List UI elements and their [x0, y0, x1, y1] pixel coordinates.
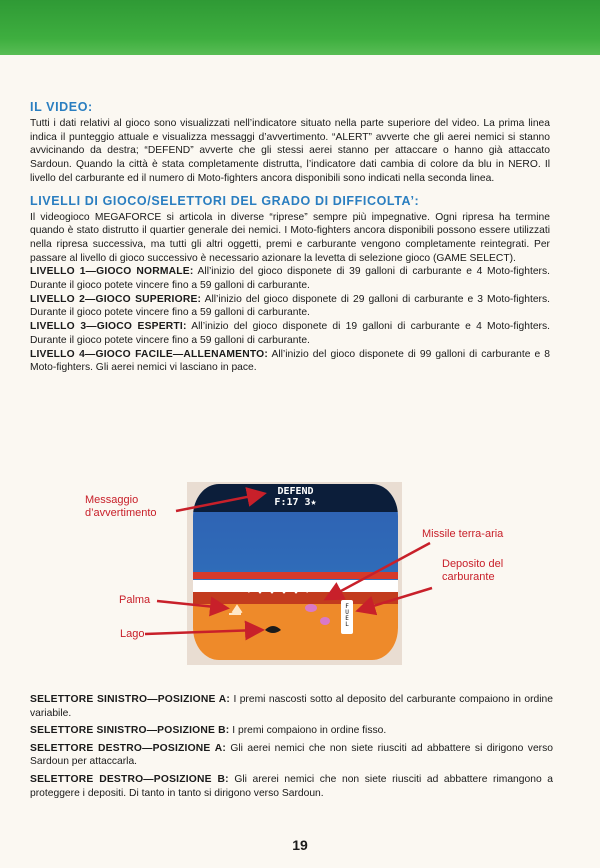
level-title: LIVELLO 2—GIOCO SUPERIORE:: [30, 293, 202, 305]
level-text: All’inizio del gioco disponete di 99 galloni di carburante e 8 Moto-fighters. Gli aerei nemici vi lasciano in pace.: [30, 348, 550, 374]
label-warning-message: Messaggio d’avvertimento: [85, 494, 157, 519]
arrow-warning: [176, 494, 262, 511]
page-number: 19: [292, 837, 308, 853]
selector-right-a: [30, 742, 553, 769]
level-text: All’inizio del gioco disponete di 39 galloni di carburante e 4 Moto-fighters. Durante il gioco potete vincere fino a 59 galloni di carburante.: [30, 266, 550, 292]
level-text: All’inizio del gioco disponete di 29 galloni di carburante e 3 Moto-fighters. Durante il gioco potete vincere fino a 59 galloni di carburante.: [30, 293, 550, 319]
label-palm: Palma: [119, 594, 151, 606]
levels-intro: Il videogioco MEGAFORCE si articola in diverse “riprese” sempre più impegnative. Ogni ripresa ha termine quando è stato distrutto il quartier generale dei nemici. I Moto-fighters ancora disponibili possono essere utilizzati nella ripresa successiva, ma tutti gli altri oggetti, premi e carburante vengono completamente reintegrati. Per passare al livello di gioco successivo è necessario azionare la levetta di selezione gioco (GAME SELECT).: [30, 211, 550, 264]
arrow-missile: [328, 543, 430, 598]
arrow-lake: [145, 630, 260, 634]
selector-left-b: [30, 724, 553, 738]
label-lake: Lago: [120, 628, 145, 640]
level-text: All’inizio del gioco disponete di 19 galloni di carburante e 4 Moto-fighters. Durante il gioco potete vincere fino a 59 galloni di carburante.: [30, 321, 550, 346]
selectors-section: [30, 693, 553, 804]
fuel-depot-label: F U E L: [345, 603, 349, 628]
video-paragraph: Tutti i dati relativi al gioco sono visualizzati nell’indicatore situato nella parte superiore del video. La prima linea indica il punteggio attuale e visualizza messaggi d’avvertimento. “ALERT” avverte che gli aerei nemici si stanno avvicinando da destra; “DEFEND” avverte che gli stessi aerei stanno per attaccare o hanno già attaccato Sardoun. Quando la città è stata completamente distrutta, l’indicatore dati cambia di colore da blu in NERO. Il livello del carburante ed il numero di Moto-fighters ancora disponibili sono indicati nella seconda linea.: [30, 118, 550, 184]
levels-heading: LIVELLI DI GIOCO/SELETTORI DEL GRADO DI DIFFICOLTA’:: [30, 193, 420, 208]
selector-left-a: [30, 693, 553, 720]
selector-title: SELETTORE DESTRO—POSIZIONE B:: [30, 773, 229, 785]
level-title: LIVELLO 4—GIOCO FACILE—ALLENAMENTO:: [30, 348, 268, 360]
label-missile: Missile terra-aria: [422, 528, 504, 540]
video-heading: IL VIDEO:: [30, 100, 93, 114]
arrow-fuel: [360, 588, 432, 610]
selector-text: I premi nascosti sotto al deposito del carburante compaiono in ordine variabile.: [30, 694, 553, 719]
selector-text: Gli arerei nemici che non siete riusciti ad abbattere rimangono a proteggere i depositi. Di tanto in tanto si dirigono verso Sardoun.: [30, 773, 553, 799]
selector-title: SELETTORE SINISTRO—POSIZIONE A:: [30, 694, 231, 705]
level-title: LIVELLO 1—GIOCO NORMALE:: [30, 266, 194, 278]
label-fuel-depot: Deposito del carburante: [442, 558, 504, 583]
arrow-palm: [157, 601, 225, 608]
selector-title: SELETTORE SINISTRO—POSIZIONE B:: [30, 725, 230, 737]
hud-message: DEFEND: [277, 486, 314, 497]
hud-fuel-lives: F:17 3★: [274, 497, 317, 508]
selector-text: Gli aerei nemici che non siete riusciti ad abbattere si dirigono verso Sardoun per attaccarla.: [30, 742, 553, 768]
selector-right-b: [30, 773, 553, 800]
selector-title: SELETTORE DESTRO—POSIZIONE A:: [30, 742, 226, 754]
selector-text: I premi compaiono in ordine fisso.: [229, 725, 387, 737]
level-title: LIVELLO 3—GIOCO ESPERTI:: [30, 321, 187, 333]
